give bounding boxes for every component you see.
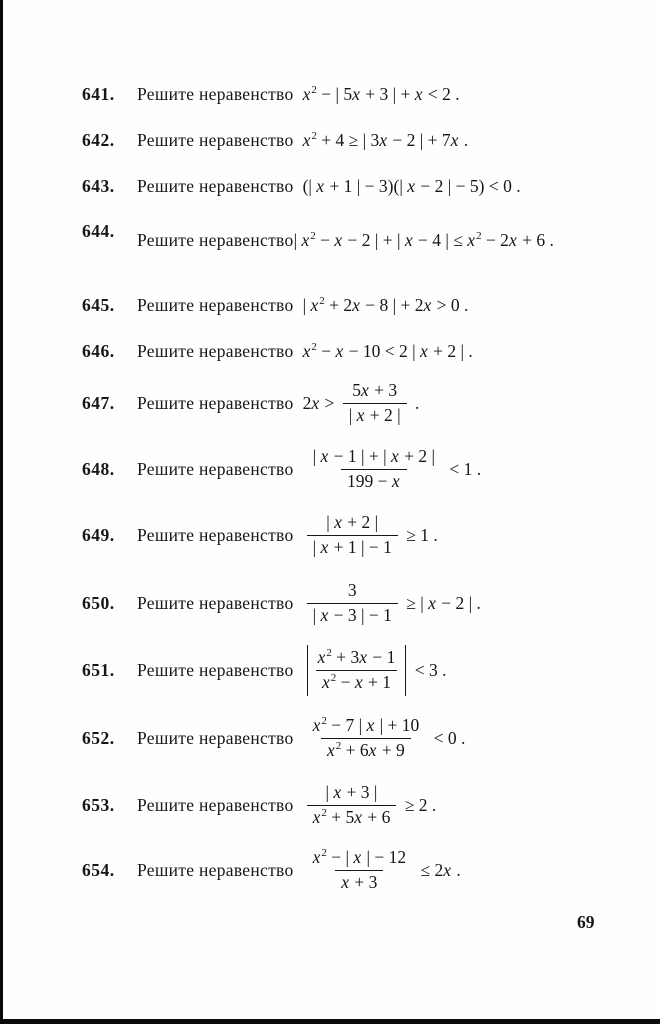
problem-row [82,580,481,627]
fraction-numerator: 5x + 3 [352,380,398,400]
fraction-numerator: $x^2$ − | x | − 12 [312,847,407,867]
problem-row [82,221,554,251]
problem-body [137,782,436,829]
problem-number: 650. [82,592,115,613]
formula-text: | $x^2 + 2x - 8$ | + 2x > 0 . [302,295,469,315]
fraction [307,715,426,762]
problem-row [82,715,465,762]
problem-formula [303,176,521,197]
fraction-denominator: | x + 2 | [343,403,407,427]
absolute-value-bars [307,645,407,696]
formula-text: ≥ | x − 2 | . [401,592,481,613]
problem-row [82,446,481,493]
problem-row [82,84,460,105]
fraction [307,782,397,829]
problem-label: Решите неравенство [137,592,294,613]
problem-body [137,512,438,559]
problem-number: 654. [82,859,115,880]
problem-body [137,446,481,493]
fraction-numerator: 3 [347,580,357,600]
problem-body [137,645,447,696]
problem-label: Решите неравенство [137,859,294,880]
problem-formula [294,230,554,251]
problem-body [137,176,521,197]
formula-text: ≤ 2x . [416,859,461,880]
problem-formula [303,130,469,151]
formula-text: (| x + 1 | − 3)(| x − 2 | − 5) < 0 . [302,176,521,196]
problem-body [137,380,419,427]
problem-row [82,380,419,427]
fraction-numerator: $x^2 + 3x - 1$ [317,647,396,667]
problem-formula [303,645,447,696]
scan-edge-bottom [0,1019,660,1024]
formula-text: < 3 . [410,659,447,680]
problem-row [82,341,473,362]
problem-label: Решите неравенство [137,341,294,361]
problem-formula [303,512,438,559]
problem-number: 646. [82,341,115,361]
problem-row [82,782,436,829]
problem-row [82,512,438,559]
problem-label: Решите неравенство [137,524,294,545]
problem-body [137,295,468,316]
problem-number: 647. [82,392,115,413]
problem-formula [303,446,482,493]
problem-body [137,84,460,105]
problem-label: Решите неравенство [137,458,294,479]
fraction [307,580,398,627]
page-number: 69 [577,912,595,932]
fraction-denominator: $x^2 - x + 1$ [316,670,397,694]
problem-formula [303,84,460,105]
problem-number: 643. [82,176,115,196]
problem-formula [303,847,461,894]
fraction [307,847,413,894]
problem-label: Решите неравенство [137,727,294,748]
formula-text: ≥ 1 . [401,524,438,545]
problem-label: Решите неравенство [137,659,294,680]
fraction-denominator: x + 3 [335,870,383,894]
problem-row [82,847,461,894]
fraction-numerator: $x^2 - 7$ | x | + 10 [312,715,420,735]
fraction-numerator: | x + 3 | [325,782,378,802]
problem-number: 641. [82,84,115,104]
formula-text: $x^2 - x - 10 < 2$ | x + 2 | . [302,341,473,361]
problem-formula [303,295,469,316]
problem-row [82,645,447,696]
problem-label: Решите неравенство [137,392,294,413]
problem-body [137,715,465,762]
problem-body [137,847,461,894]
fraction-denominator: $x^2 + 5x + 6$ [307,805,397,829]
formula-text: ≥ 2 . [400,794,437,815]
formula-text: . [410,392,420,413]
problem-label: Решите неравенство [137,295,294,315]
problem-row [82,176,521,197]
problem-number: 652. [82,727,115,748]
formula-text: < 0 . [429,727,466,748]
formula-text: $x^2$ − | 5x + 3 | + x < 2 . [302,84,460,104]
fraction-denominator: | x − 3 | − 1 [307,603,398,627]
problem-formula [303,782,437,829]
fraction-denominator: | x + 1 | − 1 [307,535,398,559]
formula-text: $x^2 + 4$ ≥ | 3x − 2 | + 7x . [302,130,469,150]
problem-row [82,130,468,151]
fraction-denominator: 199 − x [341,469,407,493]
problem-body [137,221,554,251]
problem-label: Решите неравенство [137,130,294,150]
problem-number: 648. [82,458,115,479]
fraction [307,512,398,559]
fraction [307,446,441,493]
fraction-denominator: $x^2 + 6x + 9$ [321,738,411,762]
problem-row [82,295,468,316]
formula-text: 2x > [302,392,339,413]
formula-text: < 1 . [445,458,482,479]
fraction [343,380,407,427]
problem-label: Решите неравенство [137,176,294,196]
problem-formula [303,715,466,762]
fraction-numerator: | x + 2 | [326,512,379,532]
problem-label: Решите неравенство [137,794,294,815]
fraction [312,647,402,694]
problem-number: 645. [82,295,115,315]
problem-number: 651. [82,659,115,680]
problem-formula [303,341,473,362]
problem-label: Решите неравенство [137,84,294,104]
problem-body [137,341,473,362]
scan-edge-left [0,0,3,1024]
problem-label: Решите неравенство [137,230,294,250]
formula-text: | $x^2 - x - 2$ | + | x − 4 | ≤ $x^2 - 2x + 6$ . [293,230,554,250]
problem-body [137,580,481,627]
problem-number: 649. [82,524,115,545]
fraction-numerator: | x − 1 | + | x + 2 | [312,446,436,466]
problem-formula [303,380,420,427]
problem-number: 653. [82,794,115,815]
problem-number: 644. [82,221,115,241]
problem-body [137,130,468,151]
problem-number: 642. [82,130,115,150]
problem-formula [303,580,481,627]
